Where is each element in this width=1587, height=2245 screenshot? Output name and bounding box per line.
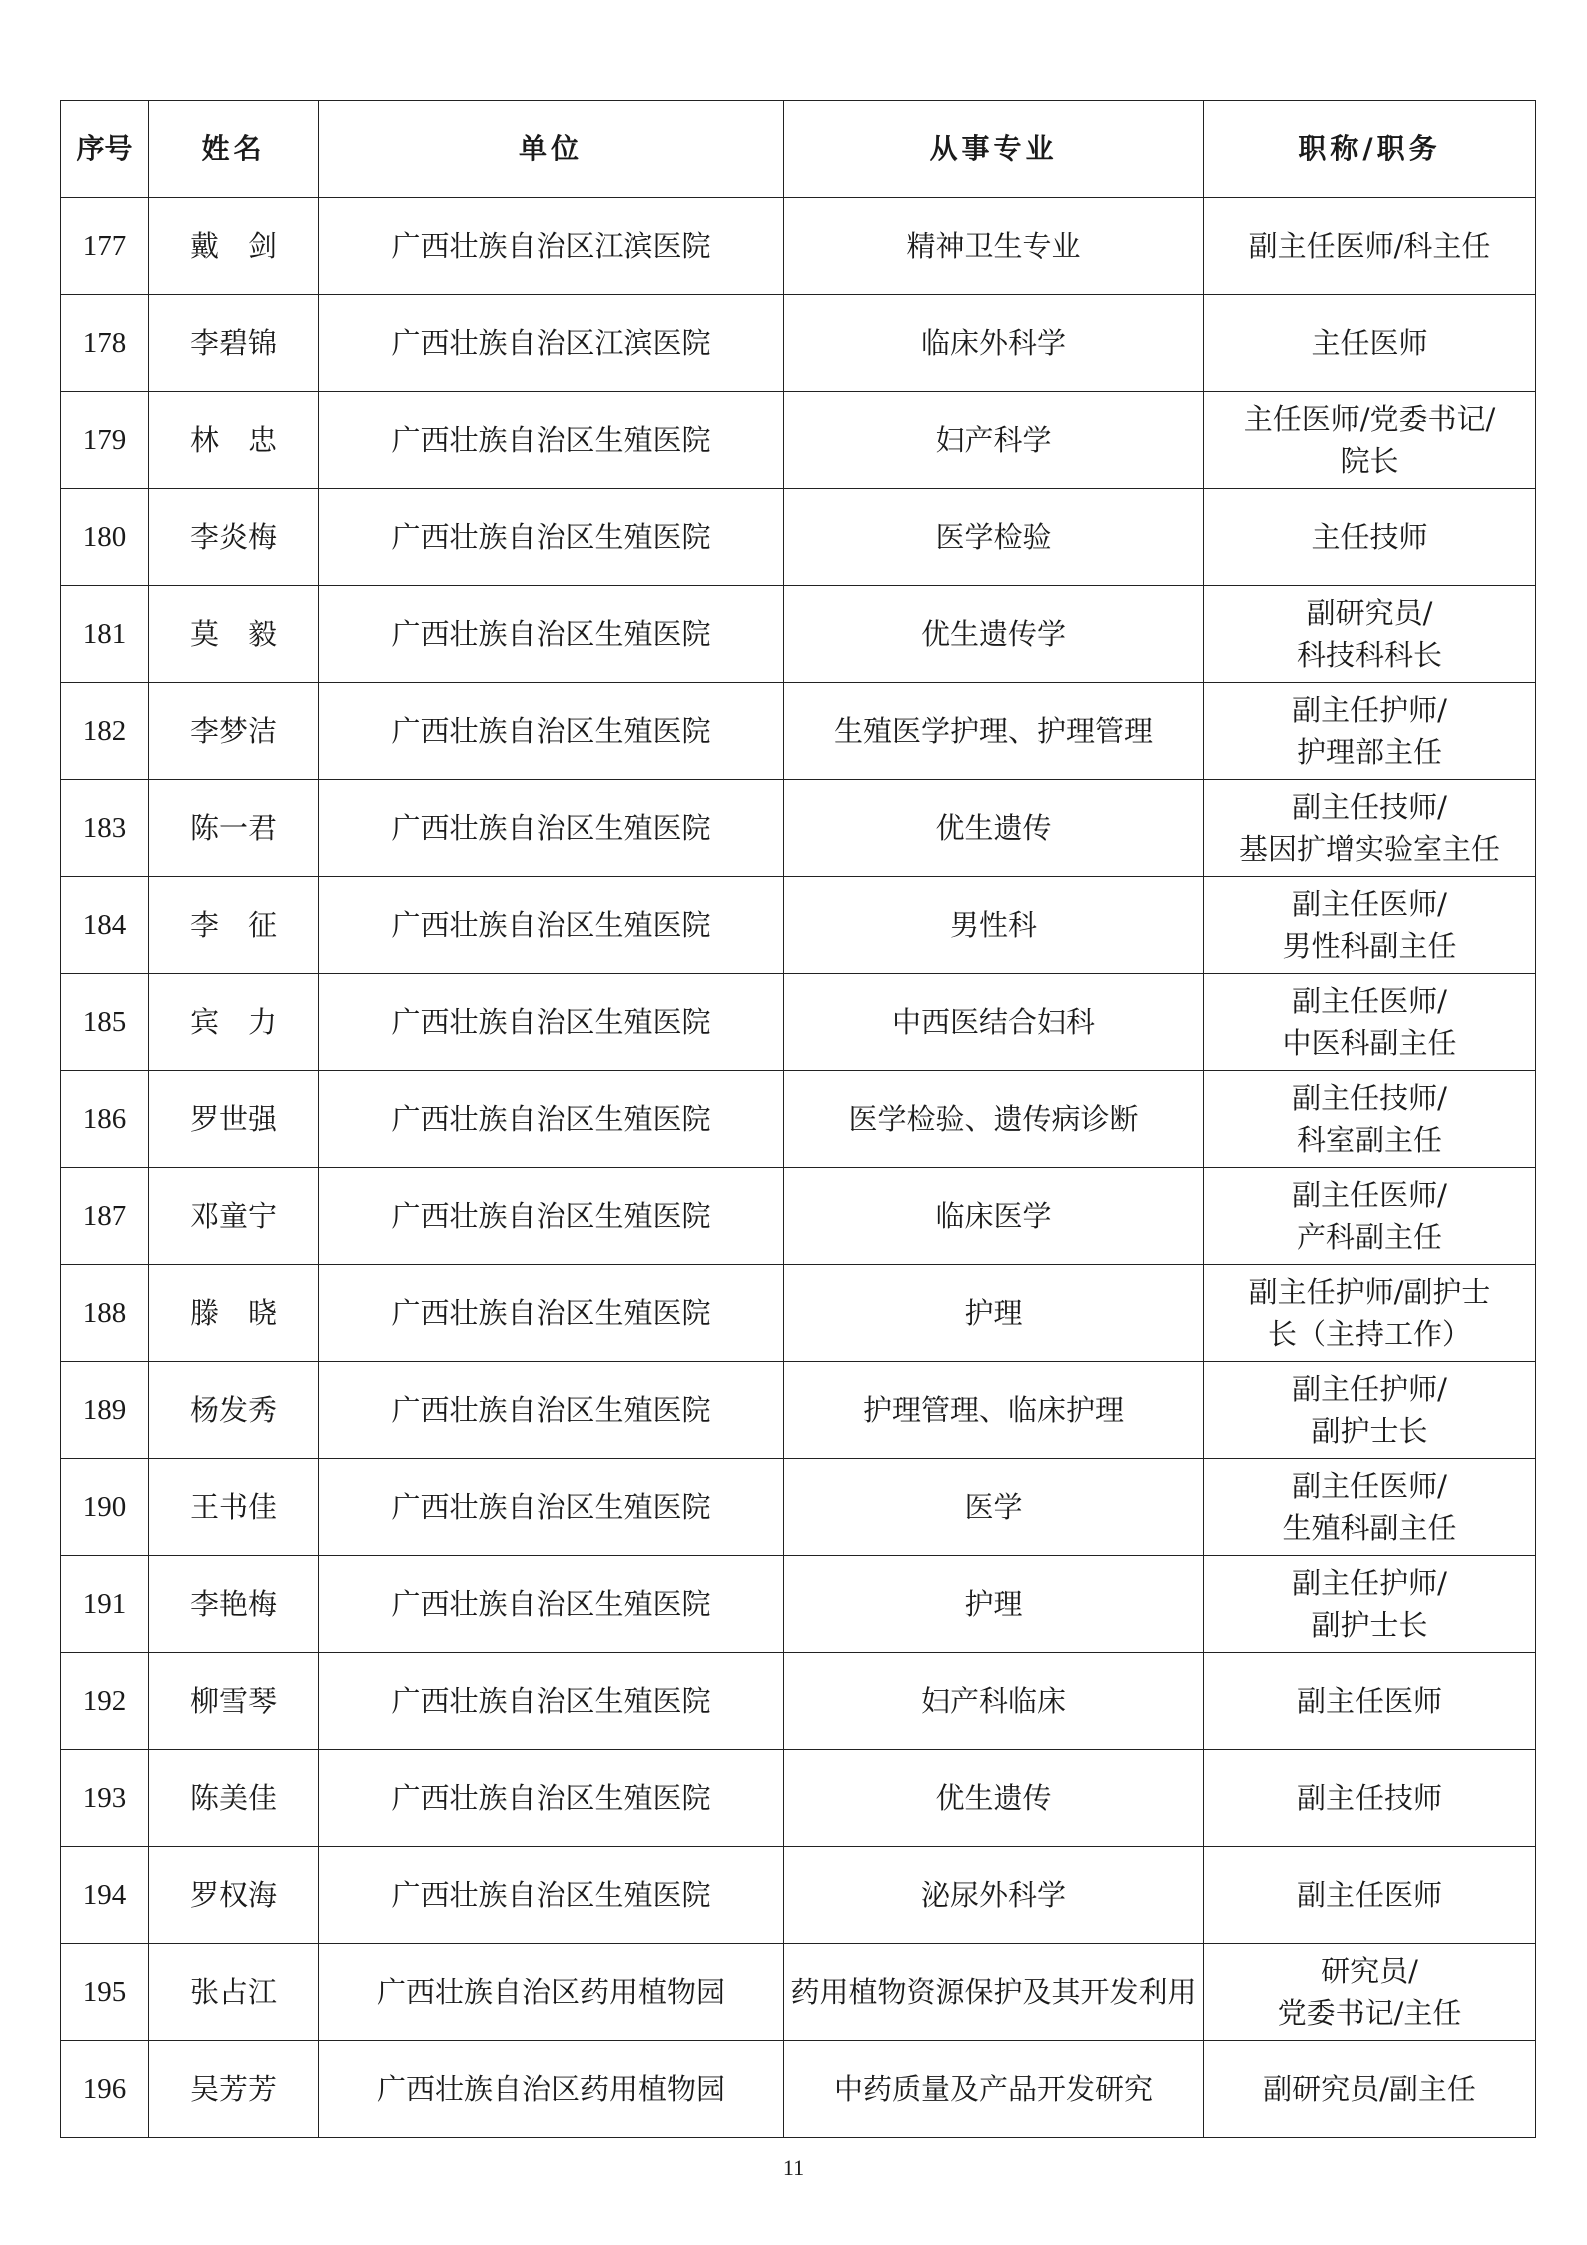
cell-title-line: 副主任医师/科主任: [1248, 229, 1491, 263]
table-row: [61, 1556, 1536, 1653]
cell-no: 196: [61, 2041, 149, 2138]
table-row: [61, 1847, 1536, 1944]
cell-title-line: 基因扩增实验室主任: [1238, 832, 1500, 866]
table-row: [61, 586, 1536, 683]
table-row: [61, 1071, 1536, 1168]
cell-no: 188: [61, 1265, 149, 1362]
cell-title-line: 副主任医师/: [1292, 984, 1447, 1018]
cell-specialty: 生殖医学护理、护理管理: [784, 683, 1204, 780]
cell-title-line: 男性科副主任: [1282, 929, 1457, 963]
cell-specialty: 妇产科临床: [784, 1653, 1204, 1750]
cell-unit: 广西壮族自治区生殖医院: [319, 1556, 784, 1653]
cell-no: 177: [61, 198, 149, 295]
cell-name: 邓童宁: [149, 1168, 319, 1265]
table-row: [61, 877, 1536, 974]
cell-unit: 广西壮族自治区江滨医院: [319, 198, 784, 295]
cell-unit: 广西壮族自治区生殖医院: [319, 1653, 784, 1750]
cell-unit: 广西壮族自治区生殖医院: [319, 586, 784, 683]
cell-no: 182: [61, 683, 149, 780]
cell-title: [1204, 295, 1536, 392]
cell-title: [1204, 586, 1536, 683]
cell-title-line: 主任医师: [1311, 326, 1428, 360]
cell-specialty: 医学检验: [784, 489, 1204, 586]
cell-title-line: 科室副主任: [1296, 1123, 1442, 1157]
cell-no: 194: [61, 1847, 149, 1944]
cell-unit: 广西壮族自治区生殖医院: [319, 683, 784, 780]
cell-name: 吴芳芳: [149, 2041, 319, 2138]
table-row: [61, 1459, 1536, 1556]
cell-title-line: 副主任医师/: [1292, 1469, 1447, 1503]
cell-unit: 广西壮族自治区生殖医院: [319, 1362, 784, 1459]
cell-title-line: 副主任护师/副护士: [1248, 1275, 1491, 1309]
cell-title-line: 副主任医师/: [1292, 887, 1447, 921]
cell-unit: 广西壮族自治区生殖医院: [319, 1750, 784, 1847]
cell-no: 179: [61, 392, 149, 489]
cell-title-line: 生殖科副主任: [1282, 1511, 1457, 1545]
cell-no: 191: [61, 1556, 149, 1653]
table-row: [61, 1362, 1536, 1459]
table-row: [61, 780, 1536, 877]
table-row: [61, 392, 1536, 489]
cell-specialty: 药用植物资源保护及其开发利用: [784, 1944, 1204, 2041]
cell-name: 陈美佳: [149, 1750, 319, 1847]
cell-title: [1204, 877, 1536, 974]
header-specialty: 从事专业: [784, 101, 1204, 198]
cell-specialty: 医学: [784, 1459, 1204, 1556]
cell-name: 张占江: [149, 1944, 319, 2041]
cell-no: 178: [61, 295, 149, 392]
roster-table: [60, 100, 1536, 2138]
cell-title: [1204, 780, 1536, 877]
cell-no: 189: [61, 1362, 149, 1459]
cell-title: [1204, 1556, 1536, 1653]
cell-title: [1204, 1459, 1536, 1556]
cell-title: [1204, 198, 1536, 295]
table-row: [61, 974, 1536, 1071]
cell-title-line: 副主任医师/: [1292, 1178, 1447, 1212]
cell-title-line: 产科副主任: [1296, 1220, 1442, 1254]
cell-title: [1204, 392, 1536, 489]
cell-no: 183: [61, 780, 149, 877]
cell-specialty: 护理: [784, 1265, 1204, 1362]
page-number: 11: [782, 2155, 805, 2180]
cell-name: 柳雪琴: [149, 1653, 319, 1750]
cell-name: 李梦洁: [149, 683, 319, 780]
cell-specialty: 精神卫生专业: [784, 198, 1204, 295]
cell-name: 李 征: [149, 877, 319, 974]
cell-unit: 广西壮族自治区江滨医院: [319, 295, 784, 392]
table-row: [61, 1944, 1536, 2041]
cell-name: 李碧锦: [149, 295, 319, 392]
cell-no: 187: [61, 1168, 149, 1265]
cell-title-line: 副主任护师/: [1292, 693, 1447, 727]
header-row: [61, 101, 1536, 198]
table-row: [61, 1750, 1536, 1847]
table-row: [61, 295, 1536, 392]
cell-specialty: 中西医结合妇科: [784, 974, 1204, 1071]
cell-title-line: 主任技师: [1311, 520, 1428, 554]
cell-unit: 广西壮族自治区药用植物园: [319, 1944, 784, 2041]
table-row: [61, 198, 1536, 295]
cell-title: [1204, 1653, 1536, 1750]
cell-no: 195: [61, 1944, 149, 2041]
cell-title-line: 副研究员/副主任: [1263, 2072, 1476, 2106]
cell-name: 李炎梅: [149, 489, 319, 586]
cell-name: 陈一君: [149, 780, 319, 877]
cell-title-line: 护理部主任: [1296, 735, 1442, 769]
roster-body: [61, 198, 1536, 2138]
table-row: [61, 1653, 1536, 1750]
cell-name: 莫 毅: [149, 586, 319, 683]
cell-unit: 广西壮族自治区生殖医院: [319, 489, 784, 586]
cell-title: [1204, 1071, 1536, 1168]
cell-title: [1204, 1168, 1536, 1265]
cell-title-line: 副主任护师/: [1292, 1566, 1447, 1600]
cell-name: 李艳梅: [149, 1556, 319, 1653]
cell-specialty: 临床外科学: [784, 295, 1204, 392]
cell-no: 193: [61, 1750, 149, 1847]
cell-title: [1204, 1750, 1536, 1847]
cell-title: [1204, 683, 1536, 780]
header-unit: 单位: [319, 101, 784, 198]
cell-specialty: 临床医学: [784, 1168, 1204, 1265]
table-row: [61, 2041, 1536, 2138]
cell-unit: 广西壮族自治区生殖医院: [319, 1459, 784, 1556]
cell-title-line: 院长: [1340, 444, 1399, 478]
cell-specialty: 男性科: [784, 877, 1204, 974]
cell-title: [1204, 1847, 1536, 1944]
cell-specialty: 优生遗传: [784, 1750, 1204, 1847]
table-row: [61, 1168, 1536, 1265]
cell-title-line: 副护士长: [1311, 1414, 1428, 1448]
cell-specialty: 泌尿外科学: [784, 1847, 1204, 1944]
cell-specialty: 中药质量及产品开发研究: [784, 2041, 1204, 2138]
cell-no: 192: [61, 1653, 149, 1750]
cell-no: 185: [61, 974, 149, 1071]
cell-title: [1204, 1944, 1536, 2041]
header-title: 职称/职务: [1204, 101, 1536, 198]
cell-title-line: 党委书记/主任: [1277, 1996, 1462, 2030]
cell-specialty: 优生遗传: [784, 780, 1204, 877]
cell-unit: 广西壮族自治区药用植物园: [319, 2041, 784, 2138]
cell-specialty: 护理: [784, 1556, 1204, 1653]
cell-title: [1204, 1265, 1536, 1362]
cell-title-line: 副主任医师: [1296, 1878, 1442, 1912]
cell-no: 184: [61, 877, 149, 974]
cell-title-line: 副主任护师/: [1292, 1372, 1447, 1406]
cell-title-line: 中医科副主任: [1282, 1026, 1457, 1060]
cell-title-line: 副主任技师/: [1292, 1081, 1447, 1115]
cell-no: 181: [61, 586, 149, 683]
cell-specialty: 护理管理、临床护理: [784, 1362, 1204, 1459]
cell-unit: 广西壮族自治区生殖医院: [319, 392, 784, 489]
cell-specialty: 妇产科学: [784, 392, 1204, 489]
cell-title-line: 科技科科长: [1296, 638, 1442, 672]
cell-unit: 广西壮族自治区生殖医院: [319, 1071, 784, 1168]
cell-title-line: 副主任技师/: [1292, 790, 1447, 824]
cell-title-line: 副主任医师: [1296, 1684, 1442, 1718]
cell-no: 186: [61, 1071, 149, 1168]
cell-title-line: 副主任技师: [1296, 1781, 1442, 1815]
cell-unit: 广西壮族自治区生殖医院: [319, 974, 784, 1071]
cell-name: 杨发秀: [149, 1362, 319, 1459]
cell-title-line: 副研究员/: [1306, 596, 1433, 630]
cell-title: [1204, 1362, 1536, 1459]
cell-unit: 广西壮族自治区生殖医院: [319, 780, 784, 877]
table-row: [61, 1265, 1536, 1362]
cell-unit: 广西壮族自治区生殖医院: [319, 1847, 784, 1944]
table-row: [61, 489, 1536, 586]
cell-name: 王书佳: [149, 1459, 319, 1556]
cell-no: 190: [61, 1459, 149, 1556]
table-row: [61, 683, 1536, 780]
cell-title: [1204, 489, 1536, 586]
cell-unit: 广西壮族自治区生殖医院: [319, 1168, 784, 1265]
cell-title: [1204, 974, 1536, 1071]
cell-no: 180: [61, 489, 149, 586]
cell-name: 罗权海: [149, 1847, 319, 1944]
cell-name: 罗世强: [149, 1071, 319, 1168]
cell-title-line: 副护士长: [1311, 1608, 1428, 1642]
cell-title-line: 研究员/: [1321, 1954, 1418, 1988]
cell-specialty: 优生遗传学: [784, 586, 1204, 683]
cell-name: 宾 力: [149, 974, 319, 1071]
cell-title-line: 主任医师/党委书记/: [1243, 402, 1496, 436]
header-no: 序号: [61, 101, 149, 198]
cell-name: 滕 晓: [149, 1265, 319, 1362]
cell-specialty: 医学检验、遗传病诊断: [784, 1071, 1204, 1168]
cell-name: 戴 剑: [149, 198, 319, 295]
cell-unit: 广西壮族自治区生殖医院: [319, 1265, 784, 1362]
cell-title-line: 长（主持工作）: [1267, 1317, 1471, 1351]
header-name: 姓名: [149, 101, 319, 198]
cell-title: [1204, 2041, 1536, 2138]
cell-unit: 广西壮族自治区生殖医院: [319, 877, 784, 974]
cell-name: 林 忠: [149, 392, 319, 489]
